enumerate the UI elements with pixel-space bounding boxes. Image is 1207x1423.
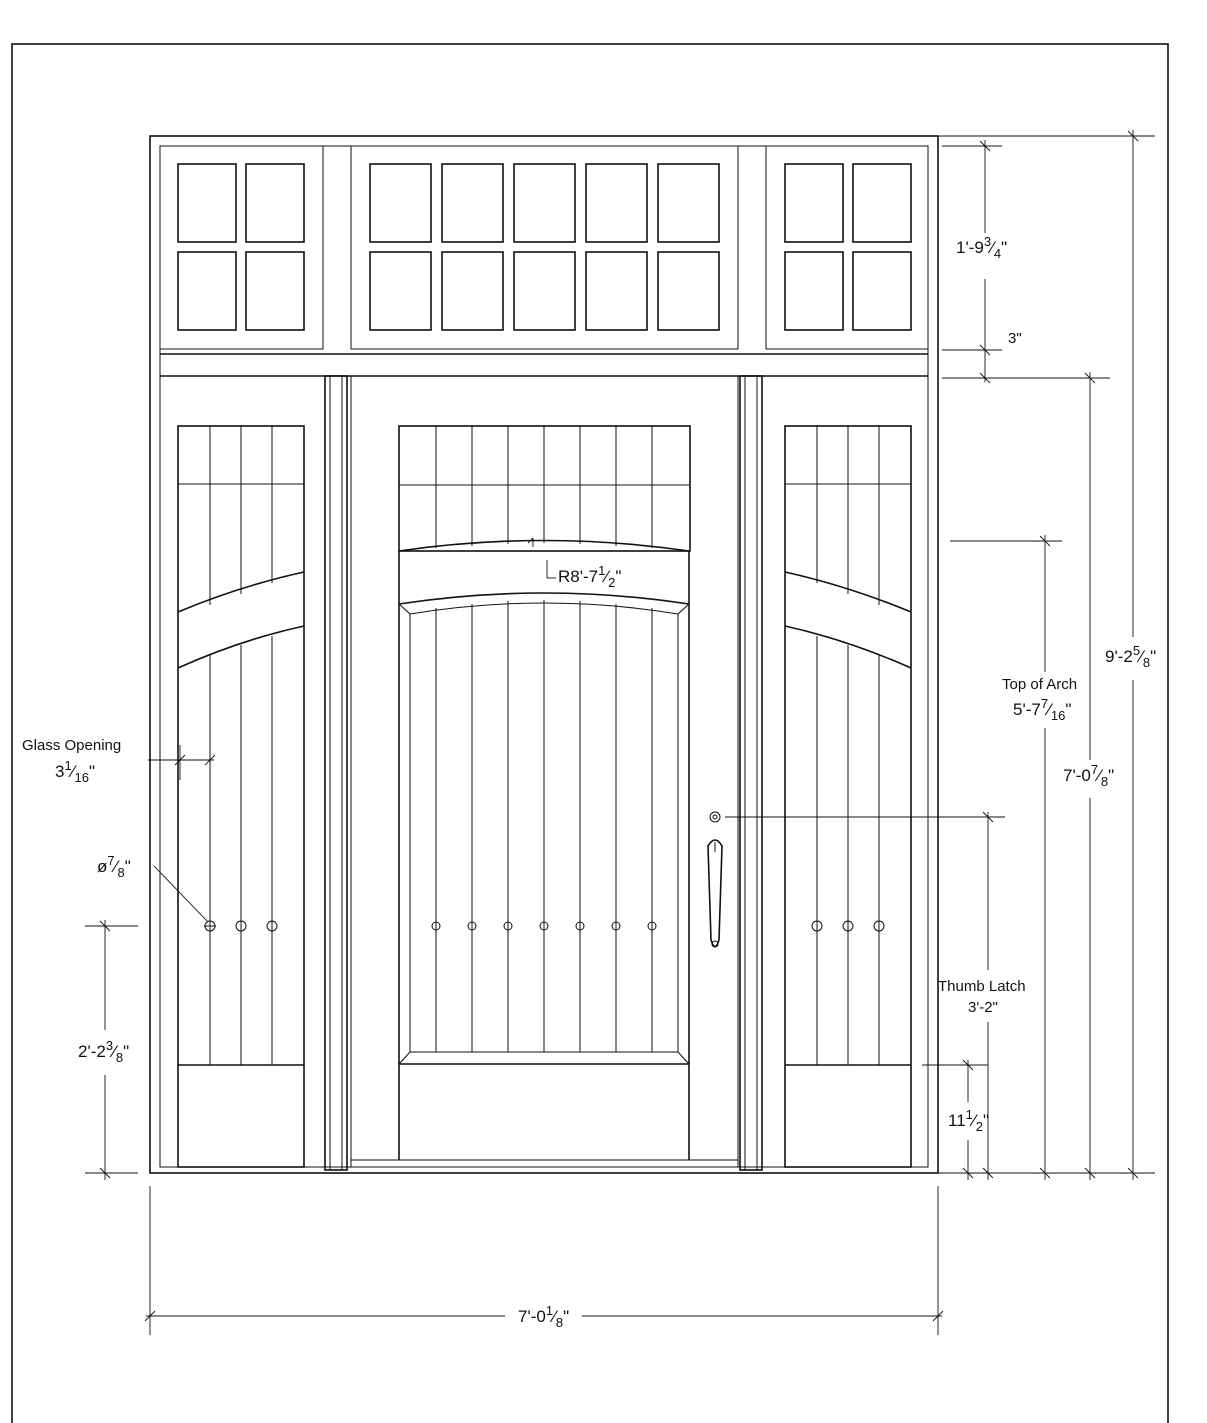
dim-glass-opening-label: Glass Opening	[22, 737, 122, 754]
dim-bottom-rail: $11^1⁄_2$"	[948, 1107, 990, 1134]
main-door	[351, 376, 738, 1167]
dim-transom-height: $1'-9^3⁄_4$"	[956, 234, 1008, 261]
dim-door-height: $7'-0^7⁄_8$"	[1063, 762, 1115, 789]
transom-window	[160, 146, 928, 349]
dim-thumb-latch: 3'-2"	[968, 999, 998, 1016]
right-sidelite	[762, 376, 928, 1167]
dim-top-of-arch: $5'-7^7⁄_{16}$"	[1013, 696, 1072, 723]
dim-top-of-arch-label: Top of Arch	[1002, 676, 1078, 693]
dim-arch-radius: $R8'-7^1⁄_2$"	[558, 563, 622, 590]
dim-transom-bar: 3"	[1008, 330, 1022, 347]
dim-rivet-diameter: $ø^7⁄_8$"	[97, 853, 131, 880]
dim-thumb-latch-label: Thumb Latch	[938, 978, 1026, 995]
dim-glass-opening: $3^1⁄_{16}$"	[55, 758, 96, 785]
left-sidelite	[160, 376, 325, 1167]
dim-rivet-height: $2'-2^3⁄_8$"	[78, 1038, 130, 1065]
dim-overall-height: $9'-2^5⁄_8$"	[1105, 643, 1157, 670]
thumb-latch-handle[interactable]	[708, 812, 722, 947]
dim-overall-width: $7'-0^1⁄_8$"	[518, 1303, 570, 1330]
